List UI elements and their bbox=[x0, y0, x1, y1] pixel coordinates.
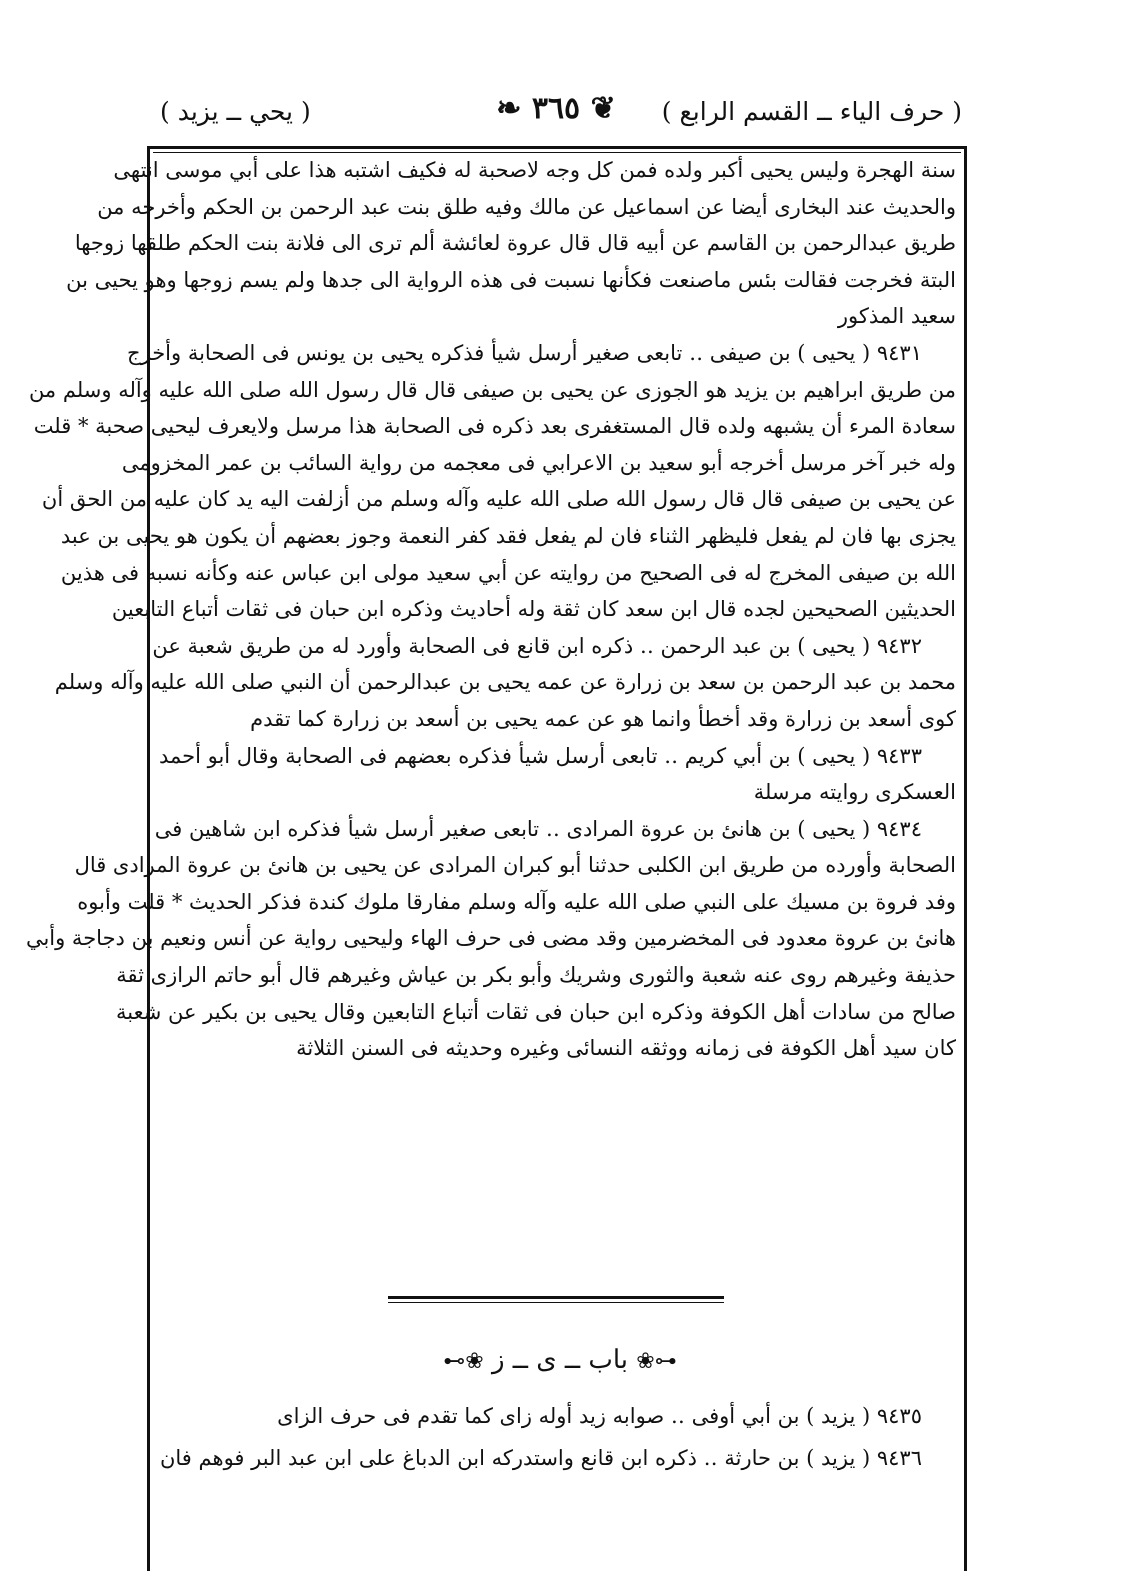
text-line: البتة فخرجت فقالت بئس ماصنعت فكأنها نسبت فى هذه الرواية الى جدها ولم يسم زوجها وهو يحيى بن bbox=[66, 267, 956, 292]
text-line: الصحابة وأورده من طريق ابن الكلبى حدثنا أبو كبران المرادى عن يحيى بن هانئ بن عروة المرادى قال bbox=[74, 853, 956, 878]
text-line: سعيد المذكور bbox=[837, 304, 956, 329]
text-line: من طريق ابراهيم بن يزيد هو الجوزى عن يحيى بن صيفى قال قال رسول الله صلى الله عليه وآله وسلم من bbox=[28, 377, 956, 402]
text-line: عن يحيى بن صيفى قال قال رسول الله صلى الله عليه وآله وسلم من أزلفت اليه يد كان عليه من الحق أن bbox=[41, 487, 956, 512]
text-line: العسكرى روايته مرسلة bbox=[753, 780, 956, 805]
section-divider bbox=[388, 1296, 724, 1299]
running-head-left: ( يحي ــ يزيد ) bbox=[160, 97, 311, 126]
ornament-icon: ❀⊶ bbox=[443, 1349, 484, 1374]
text-line: وفد فروة بن مسيك على النبي صلى الله عليه وآله وسلم مفارقا ملوك كندة فذكر الحديث * قلت وأبوه bbox=[77, 889, 956, 914]
text-line: سنة الهجرة وليس يحيى أكبر ولده فمن كل وجه لاصحبة له فكيف اشتبه هذا على أبي موسى انتهى bbox=[113, 158, 956, 182]
entry-9436-line: ٩٤٣٦ ( يزيد ) بن حارثة ‥ ذكره ابن قانع واستدركه ابن الدباغ على ابن عبد البر فوهم فان bbox=[159, 1446, 922, 1470]
text-line: هانئ بن عروة معدود فى المخضرمين وقد مضى فى حرف الهاء وليحيى رواية عن أنس ونعيم بن دجاجة وأبي bbox=[25, 926, 956, 951]
text-line: حذيفة وغيرهم روى عنه شعبة والثورى وشريك وأبو بكر بن عياش وغيرهم قال أبو حاتم الرازى ثقة bbox=[116, 963, 956, 988]
text-line: كان سيد أهل الكوفة فى زمانه ووثقه النسائى وغيره وحديثه فى السنن الثلاثة bbox=[296, 1036, 956, 1061]
main-text bbox=[25, 152, 956, 1067]
section-heading bbox=[440, 1340, 680, 1380]
text-line: سعادة المرء أن يشبهه ولده قال المستغفرى بعد ذكره فى الصحابة هذا مرسل ولايعرف ليحيى صحبة * قلت bbox=[33, 414, 956, 439]
bottom-entries bbox=[160, 1395, 956, 1479]
running-head-right: ( حرف الياء ــ القسم الرابع ) bbox=[661, 97, 962, 126]
text-line: وله خبر آخر مرسل أخرجه أبو سعيد بن الاعرابي فى معجمه من رواية السائب بن عمر المخزومى bbox=[121, 450, 956, 475]
page-header bbox=[150, 92, 962, 132]
text-line: الحديثين الصحيحين لجده قال ابن سعد كان ثقة وله أحاديث وذكره ابن حبان فى ثقات أتباع التابعين bbox=[111, 597, 956, 622]
text-line: طريق عبدالرحمن بن القاسم عن أبيه قال قال عروة لعائشة ألم ترى الى فلانة بنت الحكم طلقها زوجها bbox=[74, 231, 956, 256]
ornament-icon: ⊷❀ bbox=[636, 1349, 677, 1374]
page-number: ❦ ٣٦٥ ❧ bbox=[496, 91, 616, 126]
text-line: محمد بن عبد الرحمن بن سعد بن زرارة عن عمه يحيى بن عبدالرحمن أن النبي صلى الله عليه وآله وسلم bbox=[54, 670, 956, 695]
text-line: يجزى بها فان لم يفعل فليظهر الثناء فان لم يفعل فقد كفر النعمة وجوز بعضهم أن يكون هو يحيى بن عبد bbox=[60, 523, 956, 548]
entry-9434-line: ٩٤٣٤ ( يحيى ) بن هانئ بن عروة المرادى ‥ تابعى صغير أرسل شيأ فذكره ابن شاهين فى bbox=[154, 816, 922, 841]
entry-9433-line: ٩٤٣٣ ( يحيى ) بن أبي كريم ‥ تابعى أرسل شيأ فذكره بعضهم فى الصحابة وقال أبو أحمد bbox=[158, 743, 922, 768]
section-title: باب ــ ى ــ ز bbox=[491, 1345, 629, 1375]
entry-9435-line: ٩٤٣٥ ( يزيد ) بن أبي أوفى ‥ صوابه زيد أوله زاى كما تقدم فى حرف الزاى bbox=[277, 1404, 922, 1428]
text-line: صالح من سادات أهل الكوفة وذكره ابن حبان فى ثقات أتباع التابعين وقال يحيى بن بكير عن شعبة bbox=[115, 999, 956, 1024]
entry-9432-line: ٩٤٣٢ ( يحيى ) بن عبد الرحمن ‥ ذكره ابن قانع فى الصحابة وأورد له من طريق شعبة عن bbox=[152, 633, 922, 658]
text-line: كوى أسعد بن زرارة وقد أخطأ وانما هو عن عمه يحيى بن أسعد بن زرارة كما تقدم bbox=[250, 706, 956, 731]
entry-9431-line: ٩٤٣١ ( يحيى ) بن صيفى ‥ تابعى صغير أرسل شيأ فذكره يحيى بن يونس فى الصحابة وأخرج bbox=[127, 340, 922, 365]
text-line: الله بن صيفى المخرج له فى الصحيح من روايته عن أبي سعيد مولى ابن عباس عنه وكأنه نسبه فى هذين bbox=[60, 560, 956, 585]
text-line: والحديث عند البخارى أيضا عن اسماعيل عن مالك وفيه طلق بنت عبد الرحمن بن الحكم وأخرجه من bbox=[97, 194, 956, 219]
